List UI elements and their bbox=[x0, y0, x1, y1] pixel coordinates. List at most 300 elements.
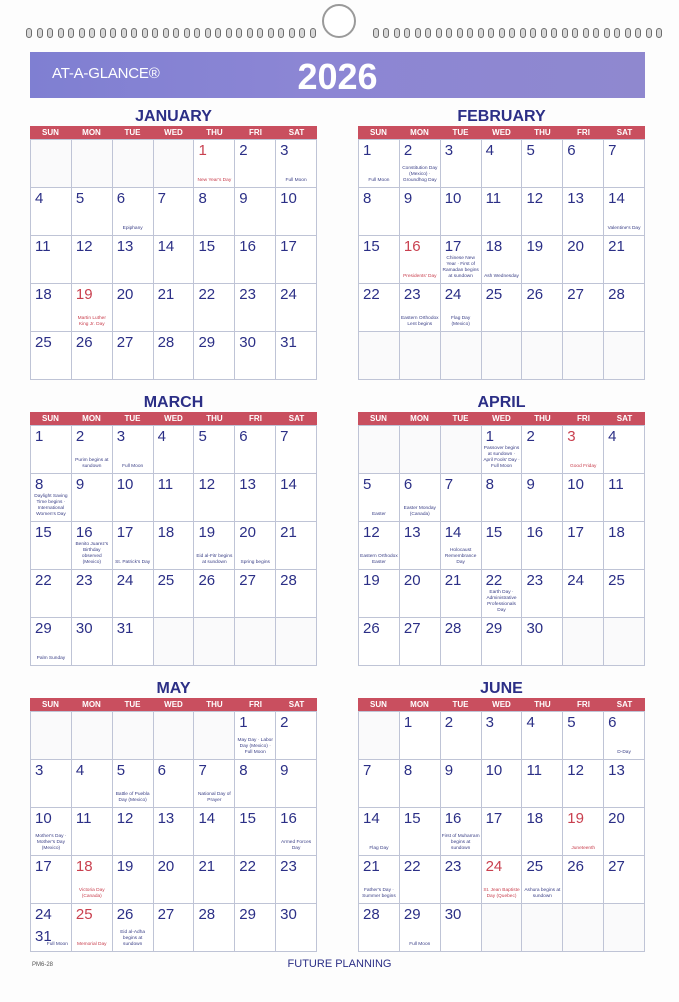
day-number: 7 bbox=[157, 190, 166, 207]
week-row bbox=[359, 236, 645, 284]
spiral-ring bbox=[184, 28, 190, 38]
day-cell bbox=[482, 712, 523, 760]
day-number: 25 bbox=[75, 906, 93, 923]
spiral-ring bbox=[26, 28, 32, 38]
spiral-ring bbox=[499, 28, 505, 38]
holiday-note: Memorial Day bbox=[76, 942, 107, 948]
day-number: 27 bbox=[239, 572, 256, 589]
day-number: 22 bbox=[239, 858, 256, 875]
day-number: 16 bbox=[526, 524, 544, 541]
day-cell bbox=[604, 856, 645, 904]
day-cell bbox=[604, 284, 645, 332]
day-number: 3 bbox=[485, 714, 494, 731]
week-row bbox=[359, 712, 645, 760]
day-number: 24 bbox=[444, 286, 462, 303]
day-number: 14 bbox=[157, 238, 175, 255]
day-number: 23 bbox=[280, 858, 297, 875]
day-number: 7 bbox=[198, 762, 207, 779]
day-cell bbox=[522, 808, 563, 856]
day-number: 18 bbox=[35, 286, 52, 303]
empty-day-cell bbox=[359, 426, 400, 474]
day-cell bbox=[400, 522, 441, 570]
day-cell bbox=[154, 522, 195, 570]
day-cell bbox=[482, 188, 523, 236]
spiral-ring bbox=[541, 28, 547, 38]
day-number: 8 bbox=[403, 762, 413, 779]
day-cell bbox=[113, 808, 154, 856]
day-number: 27 bbox=[403, 620, 421, 637]
day-cell bbox=[194, 140, 235, 188]
day-number: 27 bbox=[157, 906, 175, 923]
week-row bbox=[31, 426, 317, 474]
day-cell bbox=[441, 236, 482, 284]
week-row bbox=[359, 570, 645, 618]
day-number: 12 bbox=[526, 190, 544, 207]
day-cell bbox=[563, 474, 604, 522]
day-cell bbox=[563, 140, 604, 188]
day-number: 16 bbox=[403, 238, 421, 255]
day-cell bbox=[235, 856, 276, 904]
day-cell bbox=[194, 856, 235, 904]
day-number: 19 bbox=[116, 858, 134, 875]
spiral-ring bbox=[478, 28, 484, 38]
day-cell bbox=[522, 618, 563, 666]
empty-day-cell bbox=[400, 426, 441, 474]
holiday-note: Flag Day (Mexico) bbox=[451, 316, 471, 328]
day-cell bbox=[441, 904, 482, 952]
day-cell bbox=[604, 140, 645, 188]
holiday-note: Eid al-Adha begins at sundown bbox=[120, 930, 146, 948]
holiday-note: Flag Day bbox=[369, 846, 389, 852]
weekday-label: MON bbox=[410, 414, 429, 423]
day-cell bbox=[113, 522, 154, 570]
spiral-ring bbox=[110, 28, 116, 38]
weekday-label: FRI bbox=[249, 700, 262, 709]
day-number: 30 bbox=[280, 906, 297, 923]
day-number: 12 bbox=[116, 810, 134, 827]
empty-day-cell bbox=[194, 618, 235, 666]
day-cell bbox=[276, 426, 317, 474]
month-grid bbox=[30, 139, 317, 380]
day-cell bbox=[31, 236, 72, 284]
day-number: 13 bbox=[567, 190, 584, 207]
empty-day-cell bbox=[482, 904, 523, 952]
weekday-header-row bbox=[358, 412, 645, 425]
day-cell bbox=[400, 474, 441, 522]
day-number: 20 bbox=[567, 238, 584, 255]
weekday-label: FRI bbox=[249, 128, 262, 137]
day-number: 31 bbox=[280, 334, 297, 351]
day-number: 14 bbox=[363, 810, 380, 827]
month-grid bbox=[358, 425, 645, 666]
day-cell bbox=[235, 140, 276, 188]
day-number: 8 bbox=[35, 476, 44, 493]
day-cell bbox=[482, 618, 523, 666]
day-cell bbox=[113, 426, 154, 474]
weekday-label: SUN bbox=[42, 414, 59, 423]
day-cell bbox=[276, 522, 317, 570]
day-number: 28 bbox=[444, 620, 462, 637]
day-cell bbox=[359, 474, 400, 522]
day-number: 24 bbox=[280, 286, 297, 303]
empty-day-cell bbox=[522, 904, 563, 952]
day-number: 5 bbox=[198, 428, 207, 445]
day-number: 7 bbox=[444, 476, 454, 493]
day-number: 24 bbox=[567, 572, 584, 589]
day-cell bbox=[31, 856, 72, 904]
spiral-ring bbox=[425, 28, 431, 38]
day-cell bbox=[235, 522, 276, 570]
day-cell bbox=[194, 760, 235, 808]
day-number: 5 bbox=[116, 762, 126, 779]
day-cell bbox=[359, 522, 400, 570]
empty-day-cell bbox=[72, 712, 113, 760]
week-row bbox=[359, 522, 645, 570]
day-number: 4 bbox=[485, 142, 494, 159]
day-cell bbox=[113, 760, 154, 808]
day-cell bbox=[359, 856, 400, 904]
day-cell bbox=[441, 760, 482, 808]
spiral-ring bbox=[194, 28, 200, 38]
holiday-note: Victoria Day (Canada) bbox=[78, 888, 105, 900]
holiday-note: Father's Day · Summer begins bbox=[362, 888, 396, 900]
day-cell bbox=[522, 426, 563, 474]
day-cell bbox=[522, 760, 563, 808]
day-number: 20 bbox=[157, 858, 175, 875]
day-number: 11 bbox=[75, 810, 92, 827]
day-cell bbox=[31, 426, 72, 474]
spiral-ring bbox=[415, 28, 421, 38]
holiday-note: Ashura begins at sundown bbox=[524, 888, 561, 900]
weekday-label: WED bbox=[492, 414, 511, 423]
holiday-note: Full Moon bbox=[285, 178, 307, 184]
day-number: 12 bbox=[198, 476, 216, 493]
day-number: 26 bbox=[363, 620, 380, 637]
weekday-label: SAT bbox=[288, 128, 305, 137]
day-cell bbox=[359, 904, 400, 952]
day-number: 13 bbox=[608, 762, 625, 779]
day-cell bbox=[276, 284, 317, 332]
weekday-label: SUN bbox=[370, 414, 387, 423]
day-number: 17 bbox=[35, 858, 52, 875]
spiral-ring bbox=[299, 28, 305, 38]
week-row bbox=[359, 856, 645, 904]
spiral-ring bbox=[121, 28, 127, 38]
empty-day-cell bbox=[604, 618, 645, 666]
day-number: 20 bbox=[116, 286, 134, 303]
day-number: 24 bbox=[116, 572, 134, 589]
day-cell bbox=[482, 856, 523, 904]
weekday-label: WED bbox=[164, 128, 183, 137]
week-row bbox=[31, 570, 317, 618]
week-row bbox=[359, 474, 645, 522]
day-cell bbox=[194, 808, 235, 856]
holiday-note: First of Muharram begins at sundown bbox=[441, 834, 480, 852]
day-number: 29 bbox=[198, 334, 216, 351]
day-number: 22 bbox=[35, 572, 52, 589]
day-number: 21 bbox=[198, 858, 216, 875]
week-row bbox=[31, 808, 317, 856]
week-row bbox=[359, 904, 645, 952]
day-number: 10 bbox=[567, 476, 584, 493]
day-cell bbox=[441, 570, 482, 618]
day-number: 13 bbox=[157, 810, 175, 827]
spiral-ring bbox=[100, 28, 106, 38]
day-cell bbox=[359, 570, 400, 618]
weekday-label: THU bbox=[206, 128, 223, 137]
day-number: 1 bbox=[363, 142, 372, 159]
day-number: 10 bbox=[485, 762, 503, 779]
day-number: 13 bbox=[116, 238, 134, 255]
weekday-label: SAT bbox=[616, 700, 633, 709]
day-cell bbox=[522, 570, 563, 618]
week-row bbox=[31, 618, 317, 666]
weekday-header-row bbox=[30, 126, 317, 139]
day-cell bbox=[522, 474, 563, 522]
day-cell bbox=[235, 426, 276, 474]
weekday-label: MON bbox=[82, 128, 101, 137]
day-number: 2 bbox=[403, 142, 413, 159]
day-number: 21 bbox=[280, 524, 297, 541]
day-number: 23 bbox=[75, 572, 93, 589]
day-cell bbox=[359, 618, 400, 666]
day-number: 14 bbox=[608, 190, 625, 207]
day-cell bbox=[400, 140, 441, 188]
day-cell bbox=[194, 522, 235, 570]
weekday-label: SAT bbox=[616, 414, 633, 423]
day-number: 12 bbox=[567, 762, 584, 779]
day-number: 21 bbox=[444, 572, 462, 589]
holiday-note: Ash Wednesday bbox=[484, 274, 519, 280]
holiday-note: Juneteenth bbox=[571, 846, 596, 852]
day-cell bbox=[604, 808, 645, 856]
day-number: 25 bbox=[157, 572, 175, 589]
day-cell bbox=[604, 188, 645, 236]
day-cell bbox=[154, 474, 195, 522]
day-number: 29 bbox=[485, 620, 503, 637]
day-number: 26 bbox=[526, 286, 544, 303]
day-number: 13 bbox=[403, 524, 421, 541]
spiral-ring bbox=[310, 28, 316, 38]
day-cell bbox=[522, 856, 563, 904]
day-number: 26 bbox=[567, 858, 584, 875]
day-number: 8 bbox=[198, 190, 207, 207]
day-number: 8 bbox=[485, 476, 494, 493]
day-cell bbox=[276, 188, 317, 236]
day-number: 2 bbox=[280, 714, 289, 731]
day-cell bbox=[72, 904, 113, 952]
day-cell bbox=[441, 712, 482, 760]
day-cell bbox=[359, 236, 400, 284]
day-number: 1 bbox=[403, 714, 413, 731]
spiral-ring bbox=[373, 28, 379, 38]
day-cell bbox=[522, 522, 563, 570]
day-number: 3 bbox=[567, 428, 576, 445]
day-number: 11 bbox=[157, 476, 174, 493]
day-number: 29 bbox=[403, 906, 421, 923]
day-cell bbox=[522, 712, 563, 760]
day-number: 5 bbox=[526, 142, 535, 159]
day-cell bbox=[154, 426, 195, 474]
weekday-label: WED bbox=[492, 700, 511, 709]
day-number: 17 bbox=[567, 524, 584, 541]
day-cell bbox=[72, 332, 113, 380]
week-row bbox=[359, 618, 645, 666]
day-cell bbox=[359, 284, 400, 332]
weekday-label: FRI bbox=[577, 414, 590, 423]
day-cell bbox=[235, 808, 276, 856]
hanger-hole bbox=[322, 4, 356, 38]
spiral-ring bbox=[551, 28, 557, 38]
weekday-label: FRI bbox=[577, 128, 590, 137]
week-row bbox=[31, 332, 317, 380]
week-row bbox=[359, 332, 645, 380]
day-number: 9 bbox=[75, 476, 85, 493]
week-row bbox=[31, 140, 317, 188]
spiral-ring bbox=[226, 28, 232, 38]
day-number: 2 bbox=[526, 428, 535, 445]
day-cell bbox=[72, 760, 113, 808]
week-row bbox=[31, 236, 317, 284]
day-number: 15 bbox=[198, 238, 216, 255]
day-number: 31 bbox=[116, 620, 134, 637]
weekday-label: TUE bbox=[452, 414, 469, 423]
spiral-ring bbox=[47, 28, 53, 38]
day-cell bbox=[604, 712, 645, 760]
day-cell bbox=[154, 760, 195, 808]
day-number: 25 bbox=[485, 286, 503, 303]
spiral-ring bbox=[79, 28, 85, 38]
day-number: 22 bbox=[485, 572, 503, 589]
day-cell bbox=[72, 474, 113, 522]
day-cell bbox=[72, 284, 113, 332]
day-number: 24 bbox=[35, 906, 52, 923]
weekday-label: WED bbox=[164, 700, 183, 709]
day-cell bbox=[400, 236, 441, 284]
holiday-note: Full Moon bbox=[409, 942, 431, 948]
day-number: 19 bbox=[567, 810, 584, 827]
day-cell bbox=[563, 426, 604, 474]
day-cell bbox=[441, 474, 482, 522]
day-number: 4 bbox=[75, 762, 85, 779]
day-cell bbox=[72, 522, 113, 570]
spiral-ring bbox=[37, 28, 43, 38]
day-number: 24 bbox=[485, 858, 503, 875]
day-cell bbox=[235, 188, 276, 236]
day-cell bbox=[604, 570, 645, 618]
month-title: MARCH bbox=[143, 394, 204, 411]
day-number: 20 bbox=[608, 810, 625, 827]
day-cell bbox=[235, 760, 276, 808]
day-number: 7 bbox=[363, 762, 372, 779]
empty-day-cell bbox=[113, 140, 154, 188]
spiral-ring bbox=[562, 28, 568, 38]
weekday-label: WED bbox=[164, 414, 183, 423]
day-cell bbox=[113, 618, 154, 666]
day-number: 23 bbox=[403, 286, 421, 303]
spiral-ring bbox=[604, 28, 610, 38]
day-cell bbox=[400, 712, 441, 760]
day-cell bbox=[522, 188, 563, 236]
day-cell bbox=[235, 570, 276, 618]
day-number: 5 bbox=[75, 190, 85, 207]
day-number: 9 bbox=[239, 190, 248, 207]
day-number: 23 bbox=[526, 572, 544, 589]
day-number: 3 bbox=[444, 142, 454, 159]
empty-day-cell bbox=[276, 618, 317, 666]
day-cell bbox=[400, 188, 441, 236]
day-cell bbox=[276, 332, 317, 380]
day-number: 8 bbox=[239, 762, 248, 779]
day-number: 11 bbox=[35, 238, 51, 255]
day-number: 5 bbox=[567, 714, 576, 731]
empty-day-cell bbox=[604, 904, 645, 952]
day-number: 18 bbox=[526, 810, 544, 827]
month-title: FEBRUARY bbox=[457, 108, 546, 125]
holiday-note: Chinese New Year · First of Ramadan begins at sundown bbox=[442, 256, 479, 280]
day-number: 19 bbox=[526, 238, 544, 255]
spiral-ring bbox=[163, 28, 169, 38]
week-row bbox=[359, 140, 645, 188]
day-cell bbox=[194, 284, 235, 332]
day-number: 14 bbox=[444, 524, 462, 541]
spiral-ring bbox=[593, 28, 599, 38]
day-number: 19 bbox=[363, 572, 380, 589]
day-cell bbox=[359, 140, 400, 188]
month-grid bbox=[358, 139, 645, 380]
holiday-note: Battle of Puebla Day (Mexico) bbox=[115, 792, 150, 804]
empty-day-cell bbox=[441, 426, 482, 474]
day-cell bbox=[482, 474, 523, 522]
holiday-note: Palm Sunday bbox=[36, 656, 66, 662]
day-number: 21 bbox=[157, 286, 175, 303]
holiday-note: Full Moon bbox=[368, 178, 390, 184]
weekday-label: TUE bbox=[124, 414, 141, 423]
day-number: 16 bbox=[75, 524, 93, 541]
day-number: 10 bbox=[444, 190, 462, 207]
day-cell bbox=[72, 188, 113, 236]
day-number: 16 bbox=[239, 238, 256, 255]
holiday-note: Benito Juarez's Birthday observed (Mexico) bbox=[75, 542, 109, 566]
day-cell bbox=[276, 474, 317, 522]
day-cell bbox=[235, 236, 276, 284]
holiday-note: Constitution Day (Mexico) · Groundhog Day bbox=[402, 166, 438, 184]
day-cell bbox=[31, 760, 72, 808]
empty-day-cell bbox=[604, 332, 645, 380]
day-cell bbox=[194, 236, 235, 284]
holiday-note: St. Patrick's Day bbox=[115, 560, 151, 566]
holiday-note: Purim begins at sundown bbox=[75, 458, 109, 470]
day-number: 30 bbox=[526, 620, 544, 637]
day-cell bbox=[235, 284, 276, 332]
empty-day-cell bbox=[31, 712, 72, 760]
day-number: 7 bbox=[280, 428, 289, 445]
day-number: 18 bbox=[157, 524, 175, 541]
empty-day-cell bbox=[563, 904, 604, 952]
holiday-note: Earth Day · Administrative Professionals Day bbox=[486, 590, 517, 614]
day-number: 18 bbox=[608, 524, 625, 541]
day-number: 15 bbox=[239, 810, 256, 827]
day-number: 17 bbox=[280, 238, 297, 255]
day-cell bbox=[31, 618, 72, 666]
holiday-note: Easter Monday (Canada) bbox=[403, 506, 436, 518]
day-cell bbox=[482, 808, 523, 856]
day-cell bbox=[400, 904, 441, 952]
week-row bbox=[31, 712, 317, 760]
day-cell bbox=[359, 188, 400, 236]
day-cell bbox=[604, 426, 645, 474]
day-number: 21 bbox=[608, 238, 625, 255]
